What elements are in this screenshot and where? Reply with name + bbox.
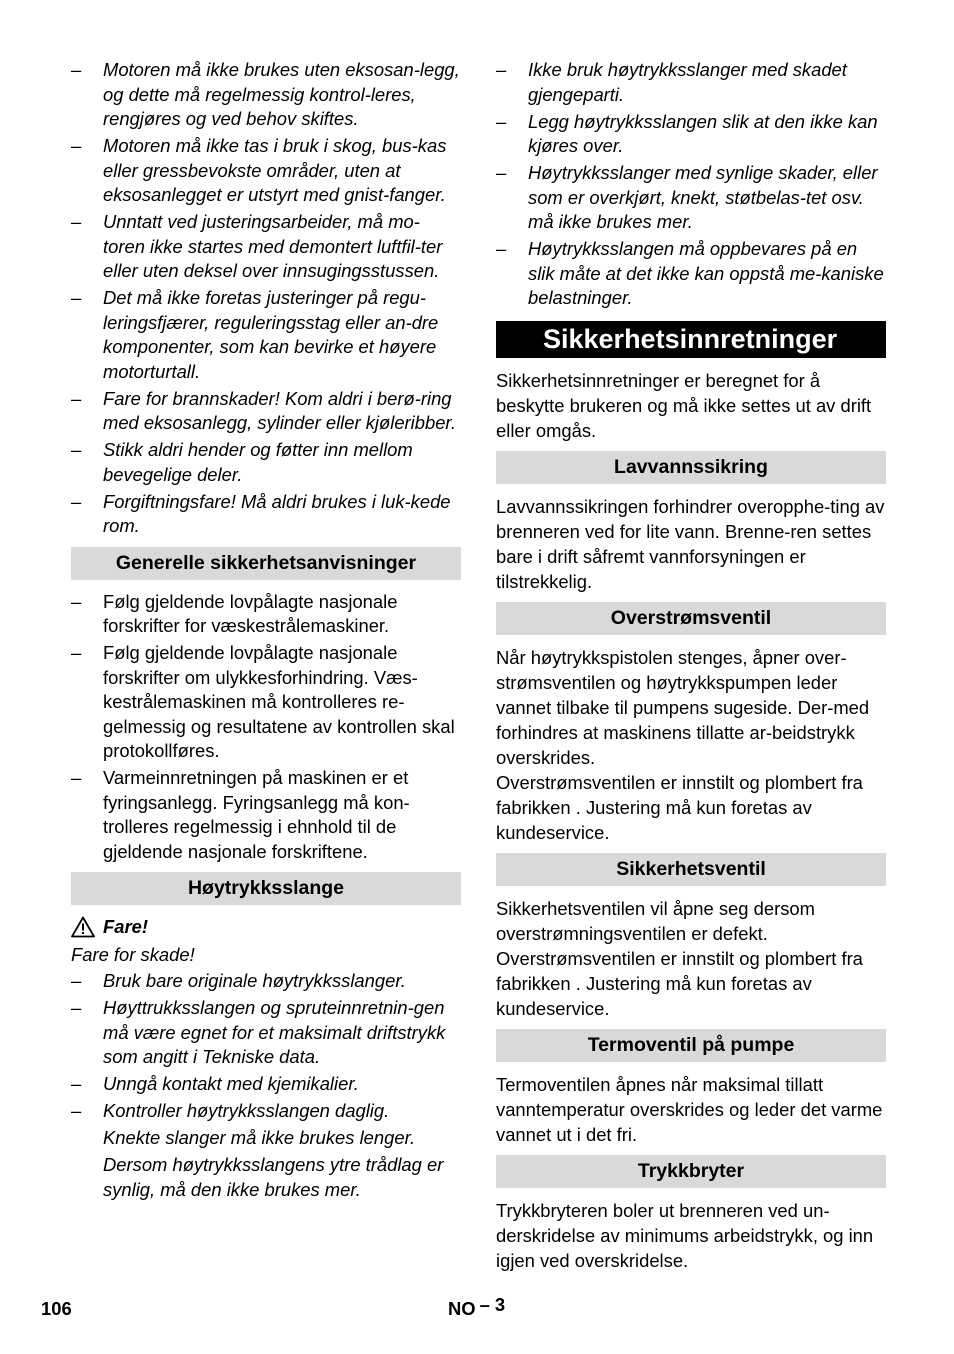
list-dash: – [496, 110, 507, 132]
list-dash: – [71, 439, 82, 460]
low-water-text: Lavvannssikringen forhindrer overopphe-ting av brenneren ved for lite vann. Brenne-ren settes bare i drift såfremt vannforsyningen er tilstrekkelig. [496, 495, 885, 592]
list-dash: – [71, 59, 82, 80]
safety-devices-text: Sikkerhetsinnretninger er beregnet for å beskytte brukeren og må ikke settes ut av drift eller omgås. [496, 369, 872, 441]
list-continuation: Knekte slanger må ikke brukes lenger. [103, 1127, 416, 1148]
overflow-valve-text: Når høytrykkspistolen stenges, åpner over-strømsventilen og høytrykkspumpen leder vannet tilbake til pumpens sugeside. Der-med forhindres at maskinens tillatte ar-beidstrykk overskrides. [496, 646, 870, 768]
list-item: – Følg gjeldende lovpålagte nasjonale forskrifter for væskestrålemaskiner. [71, 590, 398, 636]
list-item: – Unngå kontakt med kjemikalier. [71, 1072, 461, 1097]
safety-valve-text-2: Overstrømsventilen er innstilt og plombert fra fabrikken . Justering må kun foretas av kundeservice. [496, 947, 863, 1019]
warning-text: Fare for skade! [71, 944, 195, 965]
list-dash: – [71, 1073, 82, 1094]
list-item: – Kontroller høytrykksslangen daglig. [71, 1099, 461, 1124]
pressure-switch-text: Trykkbryteren boler ut brenneren ved un-derskridelse av minimums arbeidstrykk, og inn igjen ved overskridelse. [496, 1199, 874, 1271]
thermo-valve-text: Termoventilen åpnes når maksimal tillatt vanntemperatur overskrides og leder det varme vannet ut i det fri. [496, 1073, 883, 1145]
section-page-number: – 3 [479, 1294, 506, 1315]
left-column [71, 58, 461, 1205]
list-item: – Ikke bruk høytrykksslanger med skadet gjengeparti. [496, 59, 847, 105]
list-item: – Forgiftningsfare! Må aldri brukes i luk-kede rom. [71, 490, 451, 536]
safety-devices-title: Sikkerhetsinnretninger [496, 321, 886, 358]
list-item: – Motoren må ikke tas i bruk i skog, bus-kas eller gressbevokste områder, uten at eksosanlegget er utstyrt med gnist-fanger. [71, 135, 447, 205]
left-intro-list [71, 58, 461, 539]
thermo-valve-heading: Termoventil på pumpe [496, 1029, 886, 1062]
general-safety-list [71, 590, 461, 865]
safety-valve-text: Sikkerhetsventilen vil åpne seg dersom overstrømningsventilen er defekt. [496, 897, 815, 944]
list-item: – Bruk bare originale høytrykksslanger. [71, 969, 461, 994]
list-dash: – [71, 970, 82, 991]
warning-notice [71, 915, 461, 939]
list-item: – Høytrykksslangen må oppbevares på en slik måte at det ikke kan oppstå me-kaniske belastninger. [496, 238, 884, 308]
list-item: – Varmeinnretningen på maskinen er et fyringsanlegg. Fyringsanlegg må kon-trolleres regelmessig i ehnhold til de gjeldende nasjonale forskriftene. [71, 767, 410, 862]
general-safety-heading: Generelle sikkerhetsanvisninger [71, 547, 461, 580]
right-intro-list [496, 58, 886, 311]
warning-label: Fare! [103, 916, 148, 937]
list-dash: – [496, 238, 507, 259]
hose-list [71, 969, 461, 1202]
section-page-label [448, 1294, 506, 1320]
list-dash: – [71, 135, 82, 156]
list-item: – Stikk aldri hender og føtter inn mellom bevegelige deler. [71, 439, 413, 485]
list-item: – Det må ikke foretas justeringer på regu-leringsfjærer, reguleringsstag eller an-dre komponenter, som kan bevirke et høyere motorturtall. [71, 287, 439, 382]
list-item: – Fare for brannskader! Kom aldri i berø-ring med eksosanlegg, sylinder eller kjøleribber. [71, 387, 456, 433]
warning-triangle-icon [71, 916, 95, 938]
list-dash: – [71, 590, 82, 612]
low-water-heading: Lavvannssikring [496, 451, 886, 484]
safety-valve-heading: Sikkerhetsventil [496, 853, 886, 886]
list-dash: – [71, 211, 82, 232]
pressure-switch-heading: Trykkbryter [496, 1155, 886, 1188]
list-item: – Høytrykksslanger med synlige skader, eller som er overkjørt, knekt, støtbelas-tet osv. må ikke brukes mer. [496, 162, 878, 232]
list-dash: – [71, 287, 82, 308]
list-continuation: Dersom høytrykksslangens ytre trådlag er synlig, må den ikke brukes mer. [103, 1154, 444, 1200]
list-dash: – [71, 767, 82, 788]
list-item: – Legg høytrykksslangen slik at den ikke kan kjøres over. [496, 110, 878, 156]
overflow-valve-heading: Overstrømsventil [496, 602, 886, 635]
list-item: – Motoren må ikke brukes uten eksosan-legg, og dette må regelmessig kontrol-leres, rengjøres og ved behov skiftes. [71, 59, 460, 129]
list-dash: – [496, 59, 507, 80]
list-dash: – [71, 642, 82, 663]
list-dash: – [496, 162, 507, 183]
overflow-valve-text-2: Overstrømsventilen er innstilt og plombert fra fabrikken . Justering må kun foretas av kundeservice. [496, 771, 863, 843]
list-dash: – [71, 490, 82, 512]
right-column [496, 58, 886, 1273]
list-dash: – [71, 1100, 82, 1121]
hose-heading: Høytrykksslange [71, 872, 461, 905]
page-number: 106 [41, 1298, 72, 1319]
list-dash: – [71, 387, 82, 409]
list-dash: – [71, 997, 82, 1018]
list-item: – Følg gjeldende lovpålagte nasjonale forskrifter om ulykkesforhindring. Væs-kestrålemaskinen må kontrolleres re-gelmessig og resultatene av kontrollen skal protokollføres. [71, 642, 455, 761]
language-code: NO [448, 1298, 476, 1319]
list-item: – Unntatt ved justeringsarbeider, må mo-toren ikke startes med demontert luftfil-ter eller uten deksel over innsugingsstussen. [71, 211, 443, 281]
list-item: – Høyttrukksslangen og spruteinnretnin-gen må være egnet for et maksimalt driftstrykk som angitt i Tekniske data. [71, 997, 446, 1067]
